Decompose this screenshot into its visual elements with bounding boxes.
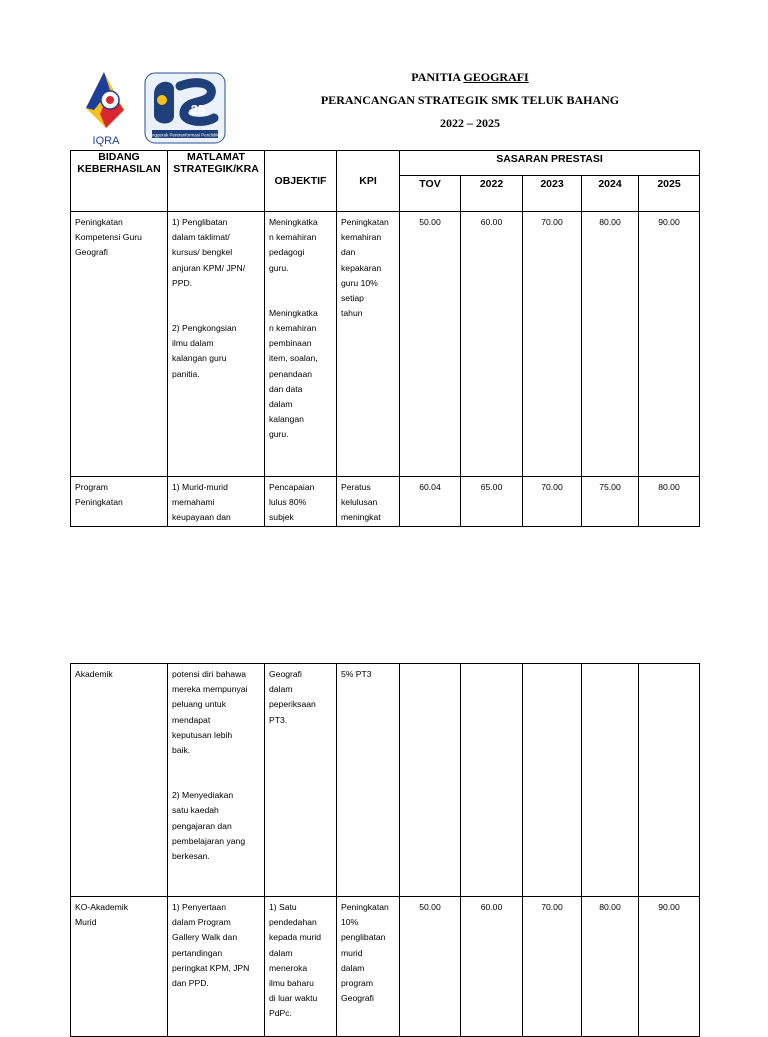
cell-tov: 60.04 [400, 477, 461, 527]
cell-2022: 65.00 [461, 477, 523, 527]
header-year-2022: 2022 [461, 176, 523, 212]
cell-2024: 75.00 [582, 477, 639, 527]
plan-years: 2022 – 2025 [440, 116, 500, 130]
table-row-kompetensi-guru [71, 212, 700, 477]
cell-objektif: Meningkatka n kemahiran pedagogi guru. Meningkatka n kemahiran pembinaan item, soalan, penandaan dan data dalam kalangan guru. [265, 212, 337, 477]
cell-bidang: Peningkatan Kompetensi Guru Geografi [71, 212, 168, 477]
cell-kpi: Peratus kelulusan meningkat [337, 477, 400, 527]
cell-bidang: KO-Akademik Murid [71, 897, 168, 1037]
strategic-plan-table-part2 [70, 663, 700, 1037]
cell-2022: 60.00 [461, 212, 523, 477]
cell-kpi: Peningkatan 10% penglibatan murid dalam program Geografi [337, 897, 400, 1037]
header-objektif: OBJEKTIF [265, 151, 337, 212]
header-year-2024: 2024 [582, 176, 639, 212]
cell-2023: 70.00 [523, 477, 582, 527]
strategic-plan-table-part1 [70, 150, 700, 527]
cell-2023 [523, 664, 582, 897]
cell-2024 [582, 664, 639, 897]
cell-2024: 80.00 [582, 897, 639, 1037]
iqra-logo [80, 70, 132, 148]
cell-tov: 50.00 [400, 897, 461, 1037]
header-bidang: BIDANG KEBERHASILAN [71, 151, 168, 212]
cell-objektif: 1) Satu pendedahan kepada murid dalam meneroka ilmu baharu di luar waktu PdPc. [265, 897, 337, 1037]
cell-2025: 90.00 [639, 897, 700, 1037]
cell-matlamat: 1) Murid-murid memahami keupayaan dan [168, 477, 265, 527]
cell-2023: 70.00 [523, 897, 582, 1037]
table-row-akademik [71, 664, 700, 897]
cell-2025: 80.00 [639, 477, 700, 527]
cell-tov: 50.00 [400, 212, 461, 477]
cell-2022: 60.00 [461, 897, 523, 1037]
header-year-tov: TOV [400, 176, 461, 212]
svg-text:25: 25 [190, 102, 206, 117]
svg-text:Penggerak Pentranformasi Pendi: Penggerak Pentranformasi Pendidikan [146, 132, 224, 138]
header-year-2023: 2023 [523, 176, 582, 212]
header-kpi: KPI [337, 151, 400, 212]
cell-objektif: Pencapaian lulus 80% subjek [265, 477, 337, 527]
header-sasaran-prestasi: SASARAN PRESTASI [400, 151, 700, 176]
cell-matlamat: 1) Penglibatan dalam taklimat/ kursus/ bengkel anjuran KPM/ JPN/ PPD. 2) Pengkongsian ilmu dalam kalangan guru panitia. [168, 212, 265, 477]
cell-2023: 70.00 [523, 212, 582, 477]
cell-kpi: Peningkatan kemahiran dan kepakaran guru 10% setiap tahun [337, 212, 400, 477]
plan-title: PERANCANGAN STRATEGIK SMK TELUK BAHANG [320, 93, 620, 107]
table-row-program-peningkatan [71, 477, 700, 527]
cell-bidang: Program Peningkatan [71, 477, 168, 527]
header-year-2025: 2025 [639, 176, 700, 212]
svg-text:IQRA: IQRA [92, 135, 120, 147]
cell-tov [400, 664, 461, 897]
cell-2022 [461, 664, 523, 897]
document-heading [240, 66, 700, 135]
header-matlamat: MATLAMAT STRATEGIK/KRA [168, 151, 265, 212]
panitia-title: PANITIA GEOGRAFI [411, 70, 529, 84]
cell-bidang: Akademik [71, 664, 168, 897]
cell-2025 [639, 664, 700, 897]
panitia-subject: GEOGRAFI [463, 70, 529, 84]
cell-kpi: 5% PT3 [337, 664, 400, 897]
cell-matlamat: potensi diri bahawa mereka mempunyai peluang untuk mendapat keputusan lebih baik. 2) Menyediakan satu kaedah pengajaran dan pembelajaran yang berkesan. [168, 664, 265, 897]
cell-matlamat: 1) Penyertaan dalam Program Gallery Walk dan pertandingan peringkat KPM, JPN dan PPD. [168, 897, 265, 1037]
cell-2025: 90.00 [639, 212, 700, 477]
table-row-ko-akademik [71, 897, 700, 1037]
anniversary-25-logo [144, 72, 226, 144]
cell-objektif: Geografi dalam peperiksaan PT3. [265, 664, 337, 897]
cell-2024: 80.00 [582, 212, 639, 477]
